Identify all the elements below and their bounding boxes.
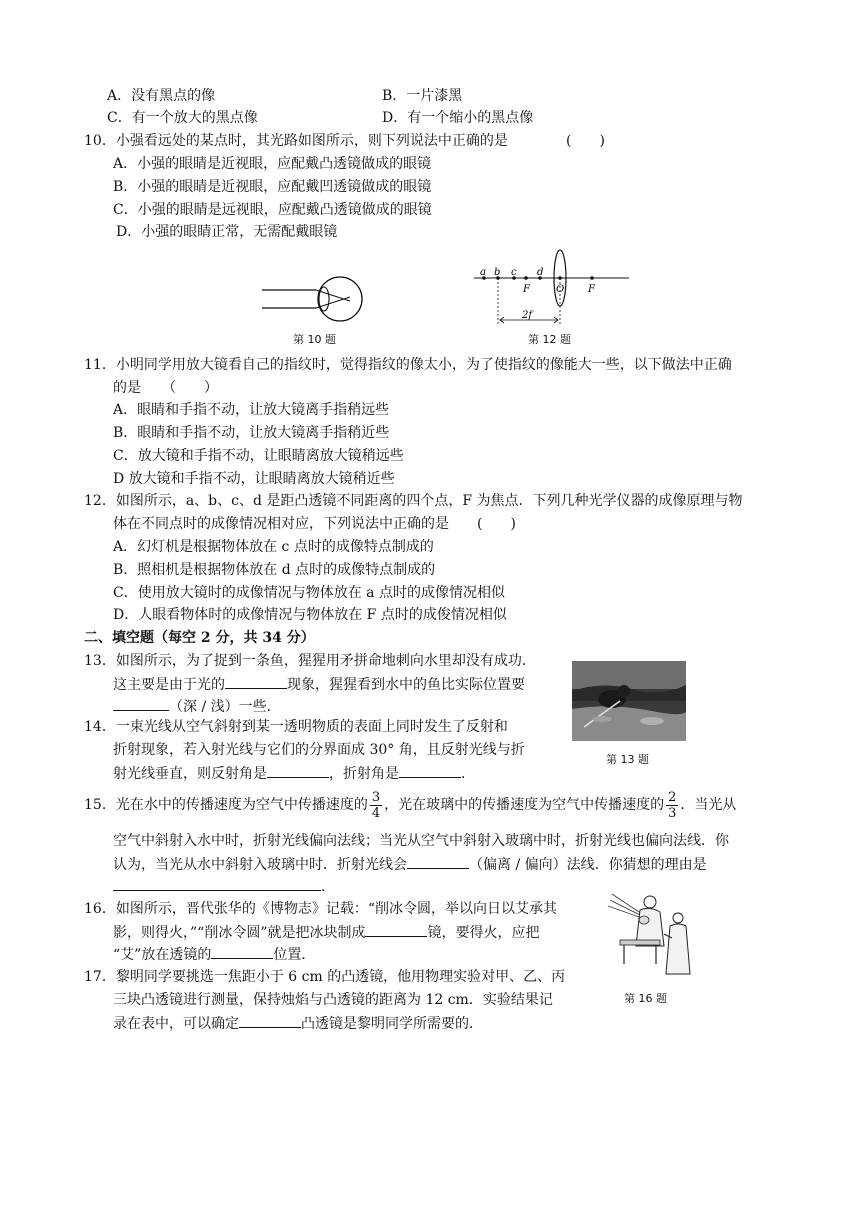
section-fill-in-heading: 二、填空题（每空 2 分，共 34 分） <box>84 630 315 646</box>
q14-blank-refraction-angle[interactable] <box>399 763 461 778</box>
q15-line3 <box>113 854 707 875</box>
q10-stem: 10．小强看远处的某点时，其光路如图所示，则下列说法中正确的是 <box>84 133 508 149</box>
eye-diagram-figure <box>258 272 370 328</box>
q14-line3-text-b: ，折射角是 <box>329 766 399 782</box>
q13-line3-text: （深 / 浅）一些． <box>169 699 281 715</box>
q11-option-b: B．眼睛和手指不动，让放大镜离手指稍近些 <box>113 425 390 441</box>
q14-line2: 折射现象，若入射光线与它们的分界面成 30° 角，且反射光线与折 <box>113 742 525 758</box>
q17-line3 <box>113 1013 483 1034</box>
q16-blank-lens-type[interactable] <box>365 922 427 937</box>
q15-line1 <box>84 788 736 822</box>
point-b-label: b <box>494 267 501 278</box>
q9-option-b: B．一片漆黑 <box>382 88 463 104</box>
q14-line3 <box>113 763 475 784</box>
figure-13-caption: 第 13 题 <box>606 753 649 766</box>
q16-line3 <box>113 944 315 965</box>
q9-option-a: A．没有黑点的像 <box>107 88 216 104</box>
q11-option-d: D 放大镜和手指不动，让眼睛离放大镜稍近些 <box>113 471 395 487</box>
convex-lens-axis-figure <box>474 248 634 330</box>
twice-focal-length-label: 2f <box>522 310 533 321</box>
q15-line1-text-a: 15．光在水中的传播速度为空气中传播速度的 <box>84 797 368 813</box>
q12-option-a: A．幻灯机是根据物体放在 c 点时的成像特点制成的 <box>113 539 434 555</box>
q15-line3-text-b: （偏离 / 偏向）法线．你猜想的理由是 <box>469 857 707 873</box>
q15-line4-period: ． <box>321 879 335 895</box>
q11-stem-line2: 的是 （ ） <box>113 380 218 396</box>
q11-option-c: C．放大镜和手指不动，让眼睛离放大镜稍远些 <box>113 448 404 464</box>
q10-option-b: B．小强的眼睛是近视眼，应配戴凹透镜做成的眼镜 <box>113 179 432 195</box>
figure-16-caption: 第 16 题 <box>624 992 667 1005</box>
q15-line1-text-b: ，光在玻璃中的传播速度为空气中传播速度的 <box>384 797 665 813</box>
ape-spearing-fish-photo <box>572 661 686 741</box>
q12-option-c: C．使用放大镜时的成像情况与物体放在 a 点时的成像情况相似 <box>113 585 505 601</box>
q10-option-c: C．小强的眼睛是远视眼，应配戴凸透镜做成的眼镜 <box>113 202 432 218</box>
q15-line4 <box>113 876 335 897</box>
q16-line3-text-a: “艾”放在透镜的 <box>113 947 212 963</box>
q17-line3-text-a: 录在表中，可以确定 <box>113 1016 239 1032</box>
q14-line3-text-a: 射光线垂直，则反射角是 <box>113 766 267 782</box>
q16-line2-text-b: 镜，要得火，应把 <box>427 925 540 941</box>
q10-option-a: A．小强的眼睛是近视眼，应配戴凸透镜做成的眼镜 <box>113 156 432 172</box>
focus-right-label: F <box>588 284 595 295</box>
q15-line1-text-c: ．当光从 <box>680 797 737 813</box>
q13-blank-1[interactable] <box>225 674 287 689</box>
fraction-denominator: 4 <box>371 805 381 821</box>
q16-line2 <box>113 922 539 943</box>
figure-10-caption: 第 10 题 <box>293 333 336 346</box>
q14-line3-text-c: ． <box>461 766 475 782</box>
q17-line3-text-b: 凸透镜是黎明同学所需要的． <box>301 1016 483 1032</box>
q15-line3-text-a: 认为，当光从水中斜射入玻璃中时．折射光线会 <box>113 857 407 873</box>
q12-stem-line1: 12．如图所示，a、b、c、d 是距凸透镜不同距离的四个点，F 为焦点．下列几种光学仪器的成像原理与物 <box>84 493 743 509</box>
q14-blank-reflection-angle[interactable] <box>267 763 329 778</box>
q13-line2-text-a: 这主要是由于光的 <box>113 677 225 693</box>
q15-line2: 空气中斜射入水中时，折射光线偏向法线；当光从空气中斜射入玻璃中时，折射光线也偏向法线．你 <box>113 833 729 849</box>
q17-line2: 三块凸透镜进行测量，保持烛焰与凸透镜的距离为 12 cm．实验结果记 <box>113 992 553 1008</box>
q10-answer-paren: ( ) <box>566 133 605 149</box>
q16-line3-text-b: 位置． <box>273 947 316 963</box>
q13-line3 <box>113 696 281 717</box>
fraction-numerator: 2 <box>668 789 677 805</box>
q16-line2-text-a: 影，则得火，”“削冰令圆”就是把冰块制成 <box>113 925 366 941</box>
figure-12-caption: 第 12 题 <box>528 333 571 346</box>
fraction-water-speed <box>370 790 382 821</box>
q13-line2-text-b: 现象，猩猩看到水中的鱼比实际位置要 <box>287 677 525 693</box>
q13-blank-2[interactable] <box>113 696 169 711</box>
q9-option-c: C．有一个放大的黑点像 <box>107 110 258 126</box>
focus-left-label: F <box>523 284 530 295</box>
q12-option-d: D．人眼看物体时的成像情况与物体放在 F 点时的成俊情况相似 <box>113 607 507 623</box>
ancient-ice-lens-illustration <box>606 888 696 982</box>
q14-line1: 14．一束光线从空气斜射到某一透明物质的表面上同时发生了反射和 <box>84 719 508 735</box>
q13-line1: 13．如图所示，为了捉到一条鱼，猩猩用矛拼命地刺向水里却没有成功． <box>84 653 536 669</box>
q15-blank-reason[interactable] <box>113 876 321 891</box>
point-a-label: a <box>480 267 486 278</box>
point-c-label: c <box>511 267 517 278</box>
q16-blank-position[interactable] <box>211 944 273 959</box>
q15-blank-direction[interactable] <box>407 854 469 869</box>
q10-option-d: D．小强的眼睛正常，无需配戴眼镜 <box>116 224 338 240</box>
point-d-label: d <box>537 267 544 278</box>
fraction-glass-speed <box>666 790 678 821</box>
q17-blank-lens-choice[interactable] <box>239 1013 301 1028</box>
q11-option-a: A．眼睛和手指不动，让放大镜离手指稍远些 <box>113 402 390 418</box>
q17-line1: 17．黎明同学要挑选一焦距小于 6 cm 的凸透镜，他用物理实验对甲、乙、丙 <box>84 969 566 985</box>
q12-option-b: B．照相机是根据物体放在 d 点时的成像特点制成的 <box>113 562 436 578</box>
q13-line2 <box>113 674 525 695</box>
q11-stem-line1: 11．小明同学用放大镜看自己的指纹时，觉得指纹的像太小，为了使指纹的像能大一些，以下做法中正确 <box>84 357 732 373</box>
q9-option-d: D．有一个缩小的黑点像 <box>382 110 534 126</box>
q16-line1: 16．如图所示，晋代张华的《博物志》记载：“削冰令圆，举以向日以艾承其 <box>84 901 557 917</box>
optical-center-label: O <box>556 284 565 295</box>
fraction-numerator: 3 <box>371 789 381 805</box>
q12-stem-line2: 体在不同点时的成像情况相对应，下列说法中正确的是 ( ) <box>113 516 516 532</box>
fraction-denominator: 3 <box>668 805 677 821</box>
